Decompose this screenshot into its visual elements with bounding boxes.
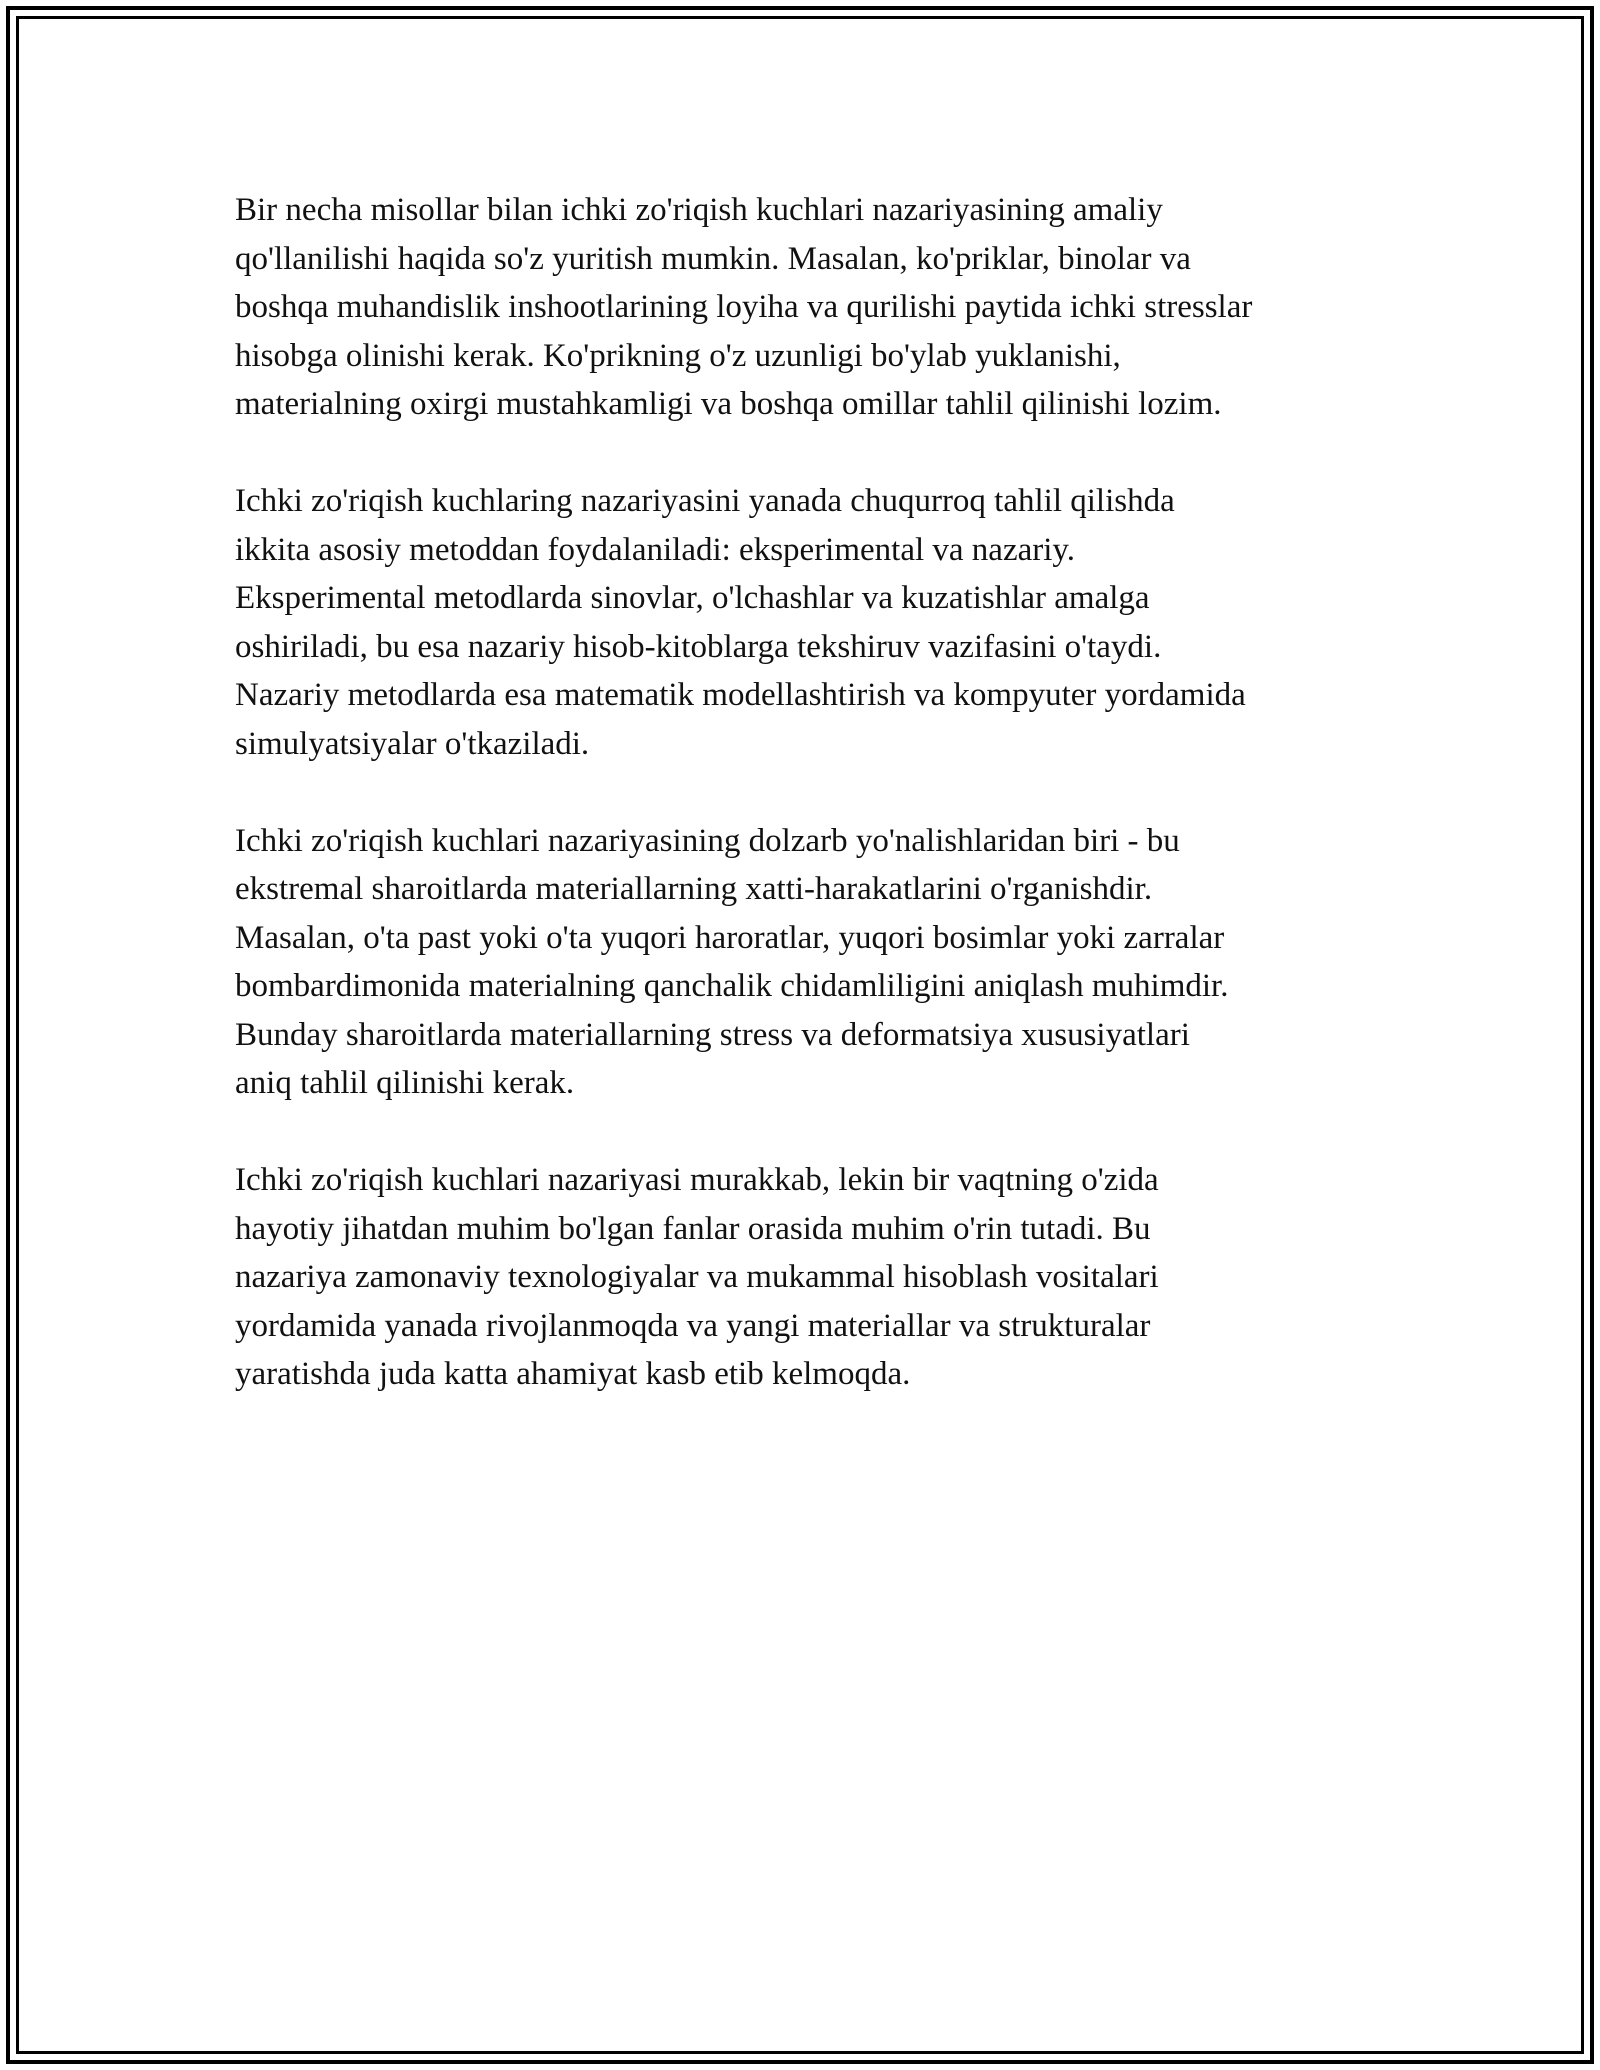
- text-line: Bir necha misollar bilan ichki zo'riqish kuchlari nazariyasining amaliy: [235, 192, 1163, 228]
- text-line: simulyatsiyalar o'tkaziladi.: [235, 725, 590, 762]
- text-line: ekstremal sharoitlarda materiallarning xatti-harakatlarini o'rganishdir.: [235, 871, 1153, 907]
- text-line: Ichki zo'riqish kuchlari nazariyasi murakkab, lekin bir vaqtning o'zida: [235, 1162, 1159, 1198]
- text-line: Ichki zo'riqish kuchlari nazariyasining dolzarb yo'nalishlaridan biri - bu: [235, 822, 1180, 859]
- text-line: nazariya zamonaviy texnologiyalar va mukammal hisoblash vositalari: [235, 1259, 1159, 1295]
- paragraph-4: [235, 1156, 1385, 1399]
- text-line: qo'llanilishi haqida so'z yuritish mumkin. Masalan, ko'priklar, binolar va: [235, 240, 1191, 277]
- text-line: ikkita asosiy metoddan foydalaniladi: eksperimental va nazariy.: [235, 531, 1076, 568]
- document-body: [235, 186, 1385, 1447]
- text-line: yaratishda juda katta ahamiyat kasb etib kelmoqda.: [235, 1356, 911, 1392]
- text-line: Masalan, o'ta past yoki o'ta yuqori haroratlar, yuqori bosimlar yoki zarralar: [235, 919, 1225, 956]
- text-line: Nazariy metodlarda esa matematik modellashtirish va kompyuter yordamida: [235, 677, 1246, 713]
- text-line: aniq tahlil qilinishi kerak.: [235, 1065, 575, 1101]
- text-line: Eksperimental metodlarda sinovlar, o'lchashlar va kuzatishlar amalga: [235, 580, 1150, 616]
- text-line: boshqa muhandislik inshootlarining loyiha va qurilishi paytida ichki stresslar: [235, 289, 1253, 325]
- text-line: bombardimonida materialning qanchalik chidamliligini aniqlash muhimdir.: [235, 968, 1229, 1004]
- paragraph-1: [235, 186, 1385, 429]
- text-line: materialning oxirgi mustahkamligi va boshqa omillar tahlil qilinishi lozim.: [235, 386, 1222, 422]
- text-line: oshiriladi, bu esa nazariy hisob-kitoblarga tekshiruv vazifasini o'taydi.: [235, 628, 1162, 665]
- paragraph-3: [235, 817, 1385, 1108]
- text-line: hayotiy jihatdan muhim bo'lgan fanlar orasida muhim o'rin tutadi. Bu: [235, 1210, 1151, 1247]
- text-line: hisobga olinishi kerak. Ko'prikning o'z uzunligi bo'ylab yuklanishi,: [235, 337, 1121, 374]
- paragraph-2: [235, 477, 1385, 768]
- text-line: yordamida yanada rivojlanmoqda va yangi materiallar va strukturalar: [235, 1307, 1151, 1344]
- text-line: Bunday sharoitlarda materiallarning stress va deformatsiya xususiyatlari: [235, 1016, 1190, 1053]
- text-line: Ichki zo'riqish kuchlaring nazariyasini yanada chuqurroq tahlil qilishda: [235, 483, 1175, 519]
